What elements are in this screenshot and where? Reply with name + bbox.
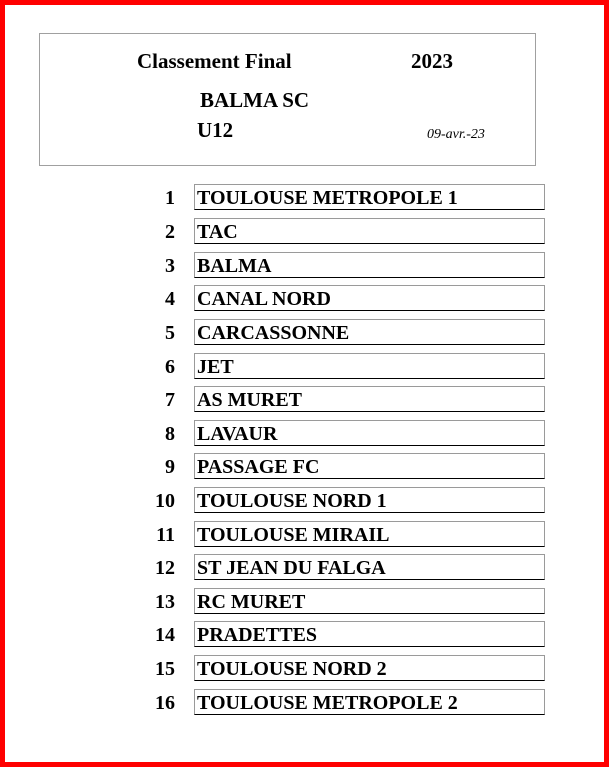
rank-number: 7: [165, 389, 175, 411]
team-name: TAC: [194, 218, 545, 244]
rank-number: 5: [165, 322, 175, 344]
team-name: RC MURET: [194, 588, 545, 614]
team-name: PASSAGE FC: [194, 453, 545, 479]
team-name: CARCASSONNE: [194, 319, 545, 345]
rank-number: 8: [165, 423, 175, 445]
rank-number: 9: [165, 456, 175, 478]
team-name: ST JEAN DU FALGA: [194, 554, 545, 580]
team-name: PRADETTES: [194, 621, 545, 647]
category-label: U12: [197, 118, 234, 142]
rank-number: 14: [155, 624, 175, 646]
team-name: TOULOUSE METROPOLE 2: [194, 689, 545, 715]
team-name: TOULOUSE NORD 2: [194, 655, 545, 681]
rank-number: 12: [155, 557, 175, 579]
rank-number: 10: [155, 490, 175, 512]
team-name: AS MURET: [194, 386, 545, 412]
page-title: Classement Final: [137, 49, 292, 73]
rank-number: 16: [155, 692, 175, 714]
rank-number: 1: [165, 187, 175, 209]
team-name: TOULOUSE MIRAIL: [194, 521, 545, 547]
year-label: 2023: [411, 49, 453, 73]
team-name: LAVAUR: [194, 420, 545, 446]
rank-number: 3: [165, 255, 175, 277]
team-name: TOULOUSE METROPOLE 1: [194, 184, 545, 210]
rank-number: 2: [165, 221, 175, 243]
date-label: 09-avr.-23: [427, 127, 485, 142]
rank-number: 13: [155, 591, 175, 613]
team-name: BALMA: [194, 252, 545, 278]
rank-number: 15: [155, 658, 175, 680]
rank-number: 4: [165, 288, 175, 310]
rank-number: 11: [156, 524, 175, 546]
team-name: TOULOUSE NORD 1: [194, 487, 545, 513]
club-name: BALMA SC: [200, 88, 310, 112]
team-name: CANAL NORD: [194, 285, 545, 311]
team-name: JET: [194, 353, 545, 379]
header-box: [39, 33, 536, 166]
rank-number: 6: [165, 356, 175, 378]
